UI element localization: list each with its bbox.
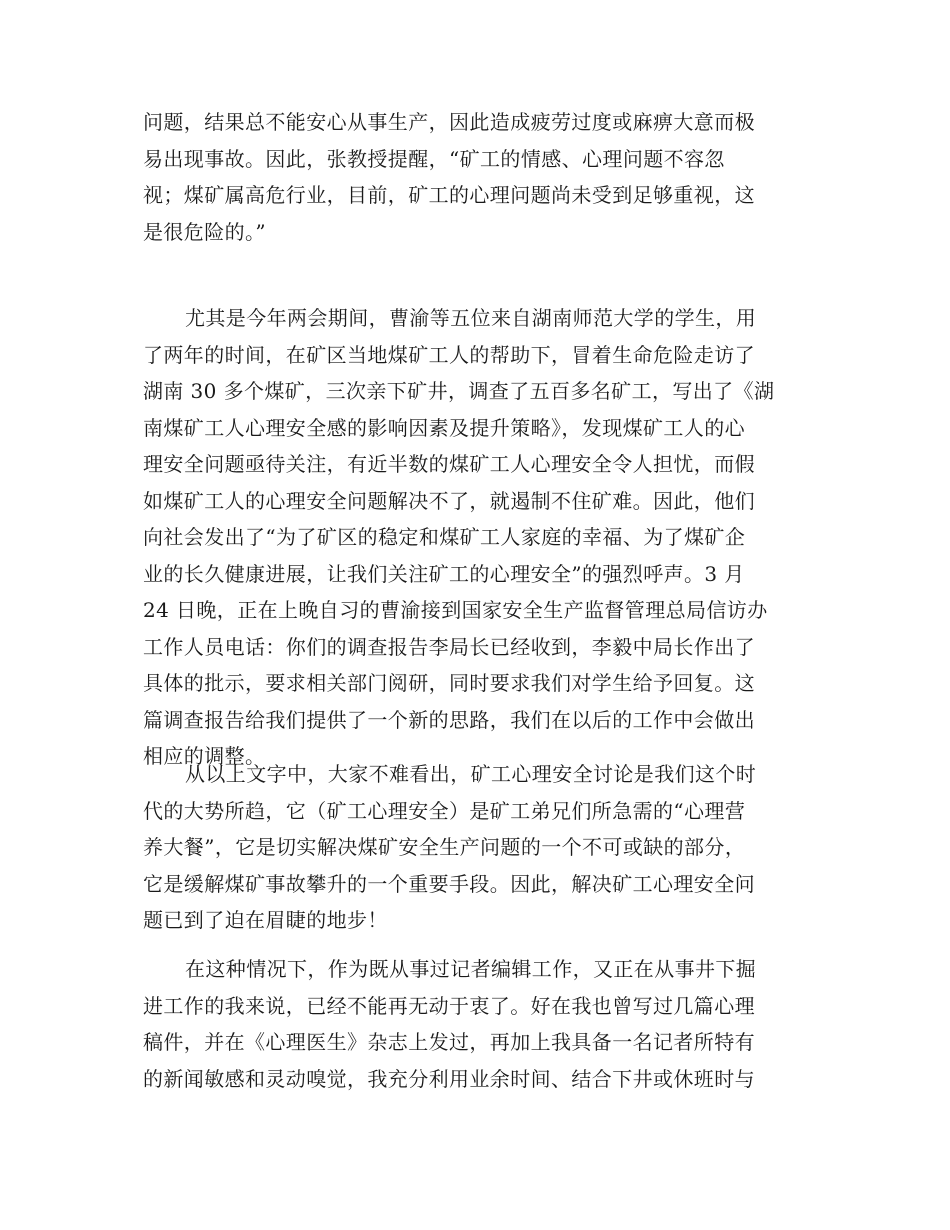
text-line: 篇调查报告给我们提供了一个新的思路，我们在以后的工作中会做出 bbox=[143, 707, 755, 732]
text-line: 尤其是今年两会期间，曹渝等五位来自湖南师范大学的学生，用 bbox=[185, 306, 757, 330]
text-line: 从以上文字中，大家不难看出，矿工心理安全讨论是我们这个时 bbox=[185, 762, 757, 786]
text-line: 业的长久健康进展，让我们关注矿工的心理安全”的强烈呼声。3 月 bbox=[143, 561, 745, 586]
text-line: 进工作的我来说，已经不能再无动于衷了。好在我也曾写过几篇心理 bbox=[143, 993, 755, 1018]
paragraph-3 bbox=[143, 756, 803, 939]
text-line: 24 日晚，正在上晚自习的曹渝接到国家安全生产监督管理总局信访办 bbox=[143, 598, 768, 622]
text-line: 它是缓解煤矿事故攀升的一个重要手段。因此，解决矿工心理安全问 bbox=[143, 871, 755, 896]
text-line: 工作人员电话：你们的调查报告李局长已经收到，李毅中局长作出了 bbox=[143, 634, 755, 659]
text-line: 向社会发出了“为了矿区的稳定和煤矿工人家庭的幸福、为了煤矿企 bbox=[143, 525, 746, 549]
text-line: 问题，结果总不能安心从事生产，因此造成疲劳过度或麻痹大意而极 bbox=[143, 110, 755, 134]
text-line: 稿件，并在《心理医生》杂志上发过，再加上我具备一名记者所特有 bbox=[143, 1030, 755, 1054]
text-line: 的新闻敏感和灵动嗅觉，我充分利用业余时间、结合下井或休班时与 bbox=[143, 1066, 755, 1091]
text-line: 湖南 30 多个煤矿，三次亲下矿井，调查了五百多名矿工，写出了《湖 bbox=[143, 379, 775, 403]
paragraph-2 bbox=[143, 300, 803, 775]
paragraph-1 bbox=[143, 104, 803, 250]
text-line: 易出现事故。因此，张教授提醒，“矿工的情感、心理问题不容忽 bbox=[143, 146, 725, 171]
text-line: 南煤矿工人心理安全感的影响因素及提升策略》，发现煤矿工人的心 bbox=[143, 415, 745, 440]
text-line: 理安全问题亟待关注，有近半数的煤矿工人心理安全令人担忧，而假 bbox=[143, 452, 755, 476]
text-line: 题已到了迫在眉睫的地步！ bbox=[143, 908, 388, 932]
text-line: 相应的调整。 bbox=[143, 744, 266, 768]
text-line: 如煤矿工人的心理安全问题解决不了，就遏制不住矿难。因此，他们 bbox=[143, 488, 755, 513]
paragraph-4 bbox=[143, 951, 803, 1097]
text-line: 代的大势所趋，它（矿工心理安全）是矿工弟兄们所急需的“心理营 bbox=[143, 798, 746, 823]
text-line: 视；煤矿属高危行业，目前，矿工的心理问题尚未受到足够重视，这 bbox=[143, 183, 755, 207]
text-line: 养大餐”，它是切实解决煤矿安全生产问题的一个不可或缺的部分， bbox=[143, 835, 746, 859]
text-line: 是很危险的。” bbox=[143, 219, 267, 244]
text-line: 具体的批示，要求相关部门阅研，同时要求我们对学生给予回复。这 bbox=[143, 671, 755, 695]
text-line: 了两年的时间，在矿区当地煤矿工人的帮助下，冒着生命危险走访了 bbox=[143, 342, 755, 367]
text-line: 在这种情况下，作为既从事过记者编辑工作，又正在从事井下掘 bbox=[185, 957, 757, 981]
